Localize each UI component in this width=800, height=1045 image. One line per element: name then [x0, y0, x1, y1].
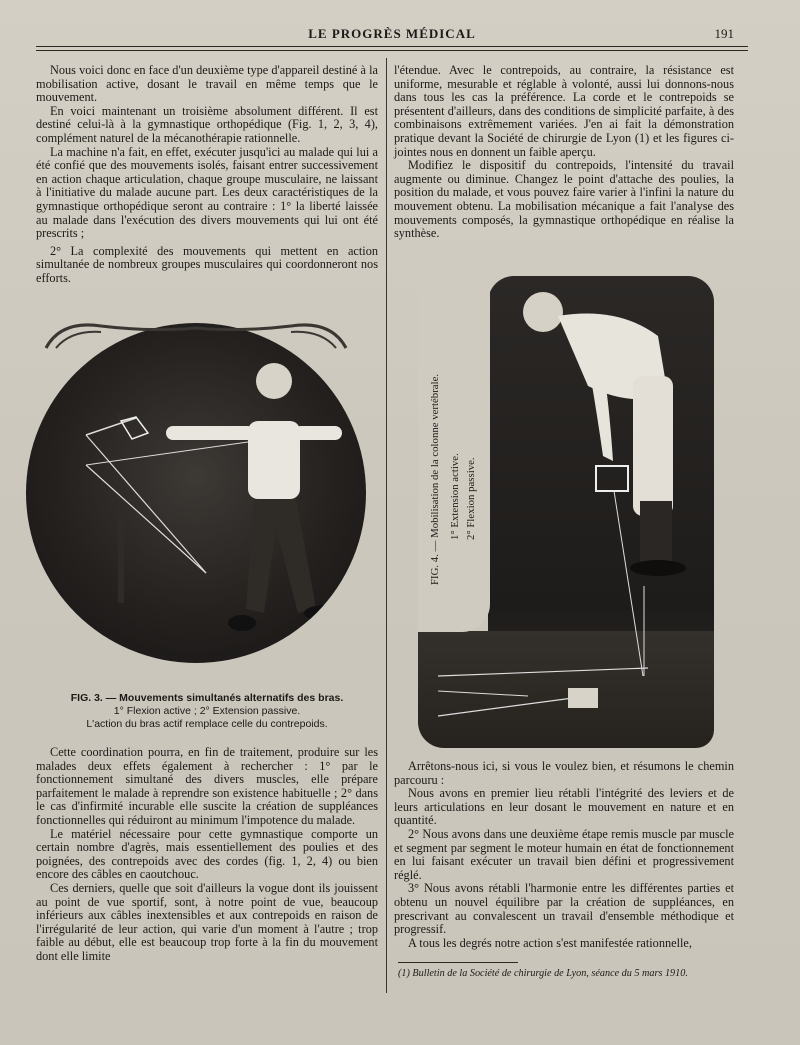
figure-3-photo: [26, 318, 366, 678]
figure-4-caption: [418, 320, 478, 600]
caption-line: 2° Flexion passive.: [465, 457, 477, 540]
figure-3-caption: [36, 692, 378, 731]
paragraph: 3° Nous avons rétabli l'harmonie entre les différentes parties et obtenu un nouvel équilibre par la création de suppléances, en prescrivant au convalescent un travail d'ensemble méthodique et progressif.: [394, 881, 734, 937]
header-rule-double: [36, 50, 748, 51]
footnote-rule: [398, 962, 518, 963]
right-column-bottom: [394, 760, 734, 950]
caption-line: 1° Extension active.: [449, 453, 461, 540]
ornamental-frame: [41, 318, 351, 354]
paragraph: Arrêtons-nous ici, si vous le voulez bien, et résumons le chemin parcouru :: [394, 759, 734, 787]
paragraph: Nous avons en premier lieu rétabli l'intégrité des leviers et de leurs articulations en leur dosant le mouvement en nature et en quantité.: [394, 786, 734, 828]
running-header: [36, 26, 748, 48]
left-column-top: [36, 64, 378, 286]
header-rule: [36, 46, 748, 47]
caption-line: L'action du bras actif remplace celle du contrepoids.: [86, 718, 328, 730]
caption-title: FIG. 3. — Mouvements simultanés alternatifs des bras.: [70, 692, 344, 704]
paragraph: l'étendue. Avec le contrepoids, au contraire, la résistance est uniforme, mesurable et réglable à volonté, aussi lui donnons-nous dans tous les cas la préférence. La corde et le contrepoids se présentent d'ailleurs, dans des conditions de simplicité parfaite, à des combinaisons extrêmement variées. J'en ai fait la démonstration pratique devant la Société de chirurgie de Lyon (1) et les figures ci-jointes nous en donnent un faible aperçu.: [394, 63, 734, 159]
caption-title: FIG. 4. — Mobilisation de la colonne vertébrale.: [429, 373, 441, 585]
paragraph: 2° Nous avons dans une deuxième étape remis muscle par muscle et segment par segment le moteur humain en état de fonctionnement en lui faisant exécuter un travail bien défini et progressivement réglé.: [394, 826, 734, 882]
paragraph: Nous voici donc en face d'un deuxième type d'appareil destiné à la mobilisation active, dosant le travail en même temps que le mouvement.: [36, 63, 378, 105]
paragraph: Cette coordination pourra, en fin de traitement, produire sur les malades deux effets également à rechercher : 1° par le fonctionnement simultané des divers muscles, elle prépare parfaitement le malade à reprendre son existence habituelle ; 2° dans le cas d'infirmité incurable elle suscite la création de suppléances fonctionnelles qui réduiront au minimum l'impotence du malade.: [36, 745, 378, 827]
paragraph: Modifiez le dispositif du contrepoids, l'intensité du travail augmente ou diminue. Changez le point d'attache des poulies, la position du malade, et vous pouvez faire varier à l'infini la nature du mouvement obtenu. La mobilisation mécanique a fait l'analyse des mouvements composés, la gymnastique orthopédique en réalise la synthèse.: [394, 158, 734, 241]
paragraph: Ces derniers, quelle que soit d'ailleurs la vogue dont ils jouissent au point de vue sportif, sont, à notre point de vue, beaucoup inférieurs aux câbles inextensibles et aux contrepoids en raison de l'irrégularité de leur action, qui varie d'un moment à l'autre ; trop faible au début, elle est beaucoup trop forte à la fin du mouvement dont elle limite: [36, 880, 378, 963]
paragraph: La machine n'a fait, en effet, exécuter jusqu'ici au malade qui lui a été confié que des mouvements isolés, faisant entrer successivement en action chaque articulation, chaque groupe musculaire, ne laissant à l'initiative du malade aucune part. Les deux caractéristiques de la gymnastique orthopédique seront au contraire : 1° la liberté laissée au malade dans l'exécution des divers mouvements qui lui ont été prescrits ;: [36, 144, 378, 241]
gymnast-illustration: [26, 323, 366, 663]
column-separator: [386, 58, 387, 993]
footnote: (1) Bulletin de la Société de chirurgie de Lyon, séance du 5 mars 1910.: [398, 968, 688, 979]
paragraph: Le matériel nécessaire pour cette gymnastique comporte un certain nombre d'agrès, mais essentiellement des poulies et des poignées, des contrepoids avec des cordes (fig. 1, 2, 4) ou bien encore des câbles en caoutchouc.: [36, 826, 378, 882]
left-column-bottom: [36, 746, 378, 964]
paragraph: A tous les degrés notre action s'est manifestée rationnelle,: [408, 935, 692, 950]
circular-vignette: [26, 323, 366, 663]
paragraph: En voici maintenant un troisième absolument différent. Il est destiné celui-là à la gymnastique orthopédique (Fig. 1, 2, 3, 4), complément naturel de la mécanothérapie rationnelle.: [36, 103, 378, 145]
page-number: 191: [714, 26, 734, 41]
right-column-top: [394, 64, 734, 241]
caption-line: 1° Flexion active ; 2° Extension passive.: [113, 705, 301, 717]
journal-title: LE PROGRÈS MÉDICAL: [308, 26, 476, 41]
paragraph: 2° La complexité des mouvements qui mettent en action simultanée de nombreux groupes musculaires qui coordonneront nos efforts.: [36, 243, 378, 285]
